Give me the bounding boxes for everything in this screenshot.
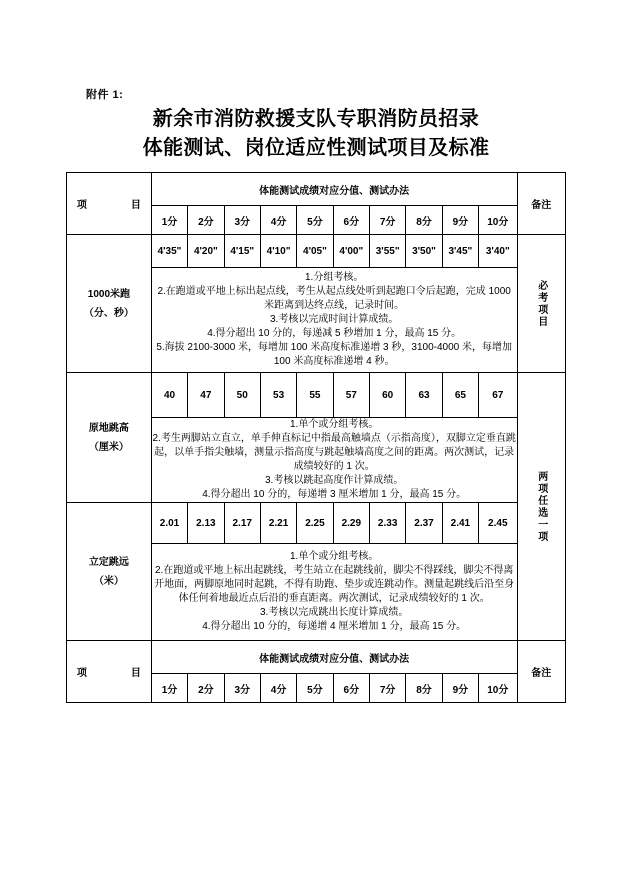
table-row [67, 373, 566, 418]
value-1000m-8: 3'50" [406, 235, 442, 268]
score-label-8: 8分 [406, 206, 442, 235]
event-name-1000m-line2: （分、秒） [83, 307, 134, 319]
description-1000m [151, 268, 517, 373]
value-vertical-jump-4: 53 [260, 373, 296, 418]
value-vertical-jump-10: 67 [479, 373, 517, 418]
table-row [67, 173, 566, 206]
footer-score-label-2: 2分 [188, 674, 224, 703]
description-1000m-line4: 4.得分超出 10 分的，每递减 5 秒增加 1 分，最高 15 分。 [207, 328, 462, 339]
value-vertical-jump-9: 65 [442, 373, 478, 418]
footer-score-label-3: 3分 [224, 674, 260, 703]
table-row [67, 235, 566, 268]
footer-score-label-4: 4分 [260, 674, 296, 703]
value-long-jump-5: 2.25 [297, 503, 333, 544]
footer-score-label-1: 1分 [151, 674, 187, 703]
value-long-jump-6: 2.29 [333, 503, 369, 544]
standards-table [66, 172, 566, 703]
document-title [66, 105, 566, 163]
header-remark-label: 备注 [517, 173, 566, 235]
description-vertical-jump [151, 418, 517, 503]
score-label-1: 1分 [151, 206, 187, 235]
footer-score-label-7: 7分 [369, 674, 405, 703]
value-vertical-jump-3: 50 [224, 373, 260, 418]
value-long-jump-10: 2.45 [479, 503, 517, 544]
score-label-2: 2分 [188, 206, 224, 235]
value-long-jump-9: 2.41 [442, 503, 478, 544]
title-line-1: 新余市消防救援支队专职消防员招录 [152, 108, 480, 130]
value-1000m-10: 3'40" [479, 235, 517, 268]
value-1000m-5: 4'05" [297, 235, 333, 268]
header-center-label: 体能测试成绩对应分值、测试办法 [151, 173, 517, 206]
remark-required-text: 必考项目 [535, 279, 547, 328]
event-name-long-jump-line2: （米） [93, 575, 124, 587]
value-vertical-jump-6: 57 [333, 373, 369, 418]
remark-choose-one [517, 373, 566, 641]
event-name-vertical-jump-line1: 原地跳高 [88, 422, 129, 434]
header-item-label: 项 目 [67, 173, 152, 235]
footer-score-label-6: 6分 [333, 674, 369, 703]
value-1000m-3: 4'15" [224, 235, 260, 268]
event-name-vertical-jump [67, 373, 152, 503]
value-1000m-1: 4'35" [151, 235, 187, 268]
remark-required [517, 235, 566, 373]
value-long-jump-7: 2.33 [369, 503, 405, 544]
description-vertical-jump-line1: 1.单个或分组考核。 [289, 419, 379, 430]
value-vertical-jump-2: 47 [188, 373, 224, 418]
event-name-vertical-jump-line2: （厘米） [88, 441, 129, 453]
event-name-long-jump-line1: 立定跳远 [88, 556, 129, 568]
attachment-label: 附件 1: [86, 89, 124, 101]
value-long-jump-4: 2.21 [260, 503, 296, 544]
value-long-jump-2: 2.13 [188, 503, 224, 544]
description-vertical-jump-line3: 3.考核以跳起高度作计算成绩。 [264, 475, 404, 486]
score-label-10: 10分 [479, 206, 517, 235]
event-name-1000m-line1: 1000米跑 [87, 288, 131, 300]
footer-score-label-10: 10分 [479, 674, 517, 703]
value-vertical-jump-1: 40 [151, 373, 187, 418]
description-long-jump-line4: 4.得分超出 10 分的，每递增 4 厘米增加 1 分，最高 15 分。 [202, 621, 467, 632]
value-long-jump-3: 2.17 [224, 503, 260, 544]
description-long-jump-line2: 2.在跑道或平地上标出起跳线，考生站立在起跳线前，脚尖不得踩线，脚尖不得离开地面，两脚原地同时起跳，不得有助跑、垫步或连跳动作。测量起跳线后沿至身体任何着地最近点后沿的垂直距离。两次测试，记录成绩较好的 1 次。 [154, 565, 515, 604]
footer-score-label-5: 5分 [297, 674, 333, 703]
description-vertical-jump-line2: 2.考生两脚站立直立，单手伸直标记中指最高触墙点（示指高度），双脚立定垂直跳起，以单手指尖触墙，测量示指高度与跳起触墙高度之间的距离。两次测试，记录成绩较好的 1 次。 [152, 433, 516, 472]
value-1000m-6: 4'00" [333, 235, 369, 268]
value-1000m-4: 4'10" [260, 235, 296, 268]
value-1000m-7: 3'55" [369, 235, 405, 268]
value-vertical-jump-5: 55 [297, 373, 333, 418]
value-vertical-jump-7: 60 [369, 373, 405, 418]
description-1000m-line3: 3.考核以完成时间计算成绩。 [269, 314, 399, 325]
score-label-9: 9分 [442, 206, 478, 235]
description-1000m-line1: 1.分组考核。 [304, 272, 364, 283]
footer-score-label-9: 9分 [442, 674, 478, 703]
event-name-1000m [67, 235, 152, 373]
table-row [67, 641, 566, 674]
description-long-jump-line1: 1.单个或分组考核。 [289, 551, 379, 562]
title-line-2: 体能测试、岗位适应性测试项目及标准 [142, 137, 490, 159]
value-1000m-2: 4'20" [188, 235, 224, 268]
remark-choose-one-text: 两项任选一项 [535, 470, 547, 543]
score-label-7: 7分 [369, 206, 405, 235]
table-row [67, 503, 566, 544]
footer-item-label: 项 目 [67, 641, 152, 703]
description-1000m-line5: 5.海拔 2100-3000 米，每增加 100 米高度标准递增 3 秒，3100-4000 米，每增加 100 米高度标准递增 4 秒。 [156, 342, 512, 367]
footer-remark-label: 备注 [517, 641, 566, 703]
score-label-4: 4分 [260, 206, 296, 235]
event-name-long-jump [67, 503, 152, 641]
description-long-jump-line3: 3.考核以完成跳出长度计算成绩。 [259, 607, 409, 618]
value-long-jump-8: 2.37 [406, 503, 442, 544]
score-label-5: 5分 [297, 206, 333, 235]
value-1000m-9: 3'45" [442, 235, 478, 268]
description-long-jump [151, 544, 517, 641]
value-vertical-jump-8: 63 [406, 373, 442, 418]
value-long-jump-1: 2.01 [151, 503, 187, 544]
description-1000m-line2: 2.在跑道或平地上标出起点线，考生从起点线处听到起跑口令后起跑，完成 1000 米距离到达终点线，记录时间。 [157, 286, 511, 311]
score-label-6: 6分 [333, 206, 369, 235]
footer-center-label: 体能测试成绩对应分值、测试办法 [151, 641, 517, 674]
description-vertical-jump-line4: 4.得分超出 10 分的，每递增 3 厘米增加 1 分，最高 15 分。 [202, 489, 467, 500]
score-label-3: 3分 [224, 206, 260, 235]
footer-score-label-8: 8分 [406, 674, 442, 703]
